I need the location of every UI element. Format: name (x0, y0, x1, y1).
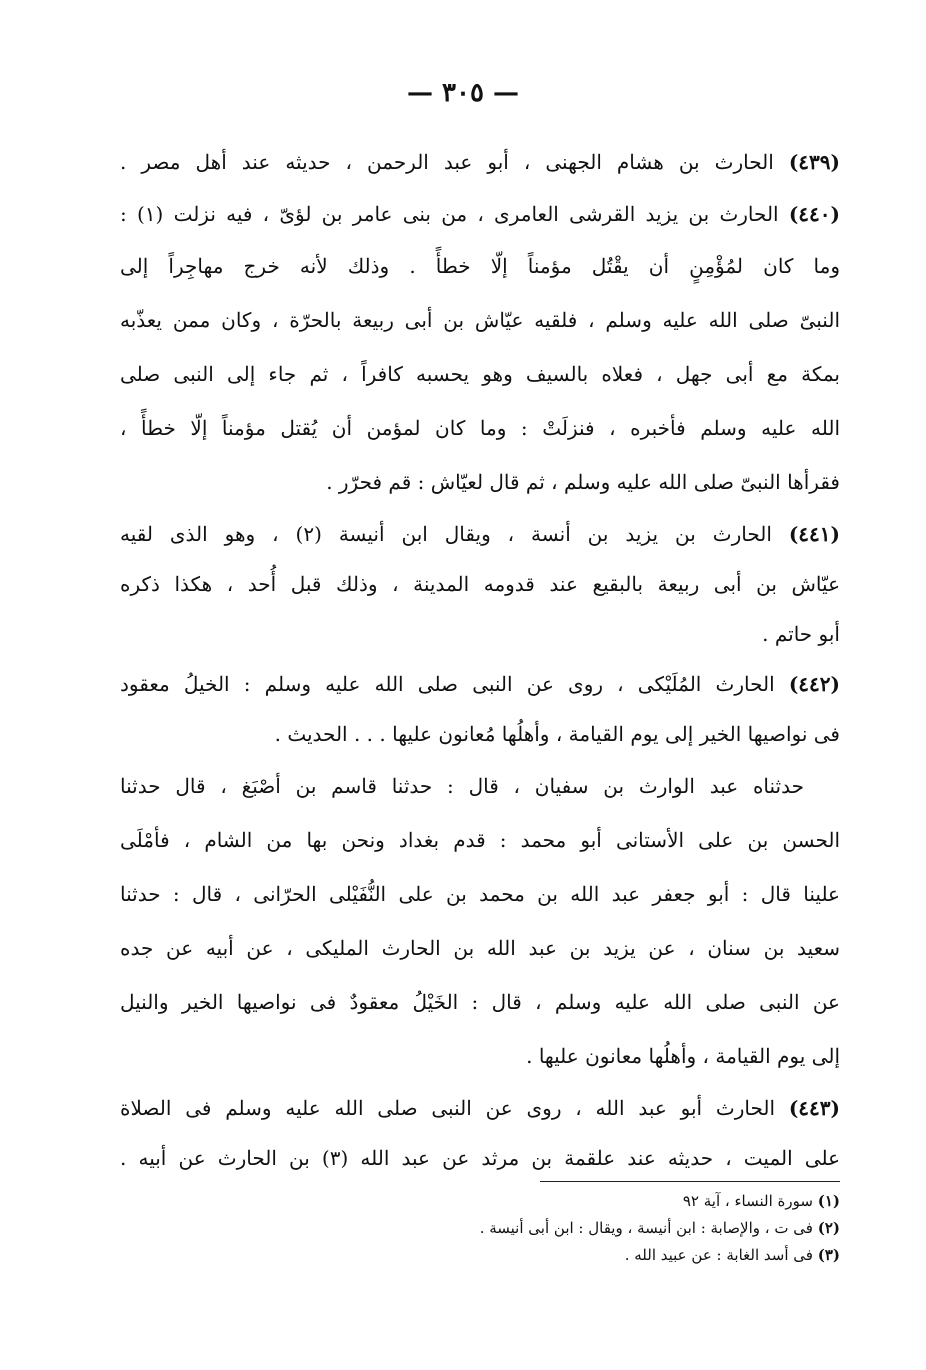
entry-number: (٤٤٢) (788, 672, 840, 696)
entry-number: (٤٤٠) (788, 202, 840, 226)
line-text: الحسن بن على الأستانى أبو محمد : قدم بغداد ونحن بها من الشام ، فأمْلَى (120, 828, 840, 852)
footnote (300, 1188, 840, 1215)
text-line (120, 759, 840, 813)
text-line (120, 1029, 840, 1083)
footnote (300, 1242, 840, 1269)
line-text: إلى يوم القيامة ، وأهلُها معانون عليها . (526, 1044, 840, 1068)
line-text: النبىّ صلى الله عليه وسلم ، فلقيه عيّاش بن أبى ربيعة بالحرّة ، وكان ممن يعذّبه (120, 308, 840, 332)
line-text: الحارث بن هشام الجهنى ، أبو عبد الرحمن ، حديثه عند أهل مصر . (120, 150, 789, 174)
entry-number: (٤٤١) (788, 522, 840, 546)
page-number: — ٣٠٥ — (406, 78, 520, 108)
footnote-number: (١) (817, 1192, 840, 1210)
line-text: فقرأها النبىّ صلى الله عليه وسلم ، ثم قال لعيّاش : قم فحرّر . (326, 470, 840, 494)
line-text: فى نواصيها الخير إلى يوم القيامة ، وأهلُها مُعانون عليها . . . الحديث . (274, 722, 840, 746)
text-line (120, 347, 840, 401)
line-text: حدثناه عبد الوارث بن سفيان ، قال : حدثنا قاسم بن أصْبَغ ، قال حدثنا (120, 774, 804, 798)
line-text: الحارث بن يزيد القرشى العامرى ، من بنى عامر بن لؤىّ ، فيه نزلت (١) : (120, 202, 789, 226)
line-text: وما كان لمُؤْمِنٍ أن يقْتُل مؤمناً إلّا خطأً . وذلك لأنه خرج مهاجِراً إلى (120, 254, 840, 278)
text-line (120, 1083, 840, 1133)
line-text: الحارث أبو عبد الله ، روى عن النبى صلى الله عليه وسلم فى الصلاة (120, 1096, 789, 1120)
text-line (120, 659, 840, 709)
text-line (120, 867, 840, 921)
text-line (120, 1133, 840, 1183)
line-text: سعيد بن سنان ، عن يزيد بن عبد الله بن الحارث المليكى ، عن أبيه عن جده (120, 936, 840, 960)
body-text (120, 135, 840, 1183)
footnote-text: سورة النساء ، آية ٩٢ (682, 1192, 818, 1210)
line-text: الله عليه وسلم فأخبره ، فنزلَتْ : وما كان لمؤمن أن يُقتل مؤمناً إلّا خطأً ، (120, 416, 840, 440)
text-line (120, 609, 840, 659)
text-line (120, 401, 840, 455)
line-text: عن النبى صلى الله عليه وسلم ، قال : الخَيْلُ معقودٌ فى نواصيها الخير والنيل (120, 990, 840, 1014)
text-line (120, 921, 840, 975)
entry-number: (٤٤٣) (788, 1096, 840, 1120)
text-line (120, 559, 840, 609)
text-line (120, 813, 840, 867)
line-text: علينا قال : أبو جعفر عبد الله بن محمد بن على النُّفَيْلى الحرّانى ، قال : حدثنا (120, 882, 840, 906)
line-text: بمكة مع أبى جهل ، فعلاه بالسيف وهو يحسبه كافراً ، ثم جاء إلى النبى صلى (120, 362, 840, 386)
line-text: عيّاش بن أبى ربيعة بالبقيع عند قدومه المدينة ، وذلك قبل أُحد ، هكذا ذكره (120, 572, 840, 596)
text-line (120, 189, 840, 239)
footnote-number: (٢) (817, 1219, 840, 1237)
line-text: الحارث بن يزيد بن أنسة ، ويقال ابن أنيسة (٢) ، وهو الذى لقيه (120, 522, 789, 546)
text-line (120, 455, 840, 509)
text-line (120, 293, 840, 347)
footnote-text: فى أسد الغابة : عن عبيد الله . (624, 1246, 818, 1264)
text-line (120, 239, 840, 293)
line-text: الحارث المُلَيْكى ، روى عن النبى صلى الله عليه وسلم : الخيلُ معقود (120, 672, 789, 696)
footnote-text: فى ت ، والإصابة : ابن أنيسة ، ويقال : ابن أبى أنيسة . (479, 1219, 818, 1237)
text-line (120, 135, 840, 189)
line-text: على الميت ، حديثه عند علقمة بن مرثد عن عبد الله (٣) بن الحارث عن أبيه . (120, 1146, 840, 1170)
text-line (120, 975, 840, 1029)
footnote (300, 1215, 840, 1242)
text-line (120, 709, 840, 759)
footnotes (300, 1188, 840, 1269)
footnote-number: (٣) (817, 1246, 840, 1264)
line-text: أبو حاتم . (762, 622, 840, 646)
text-line (120, 509, 840, 559)
entry-number: (٤٣٩) (788, 150, 840, 174)
footnote-divider (540, 1181, 840, 1182)
